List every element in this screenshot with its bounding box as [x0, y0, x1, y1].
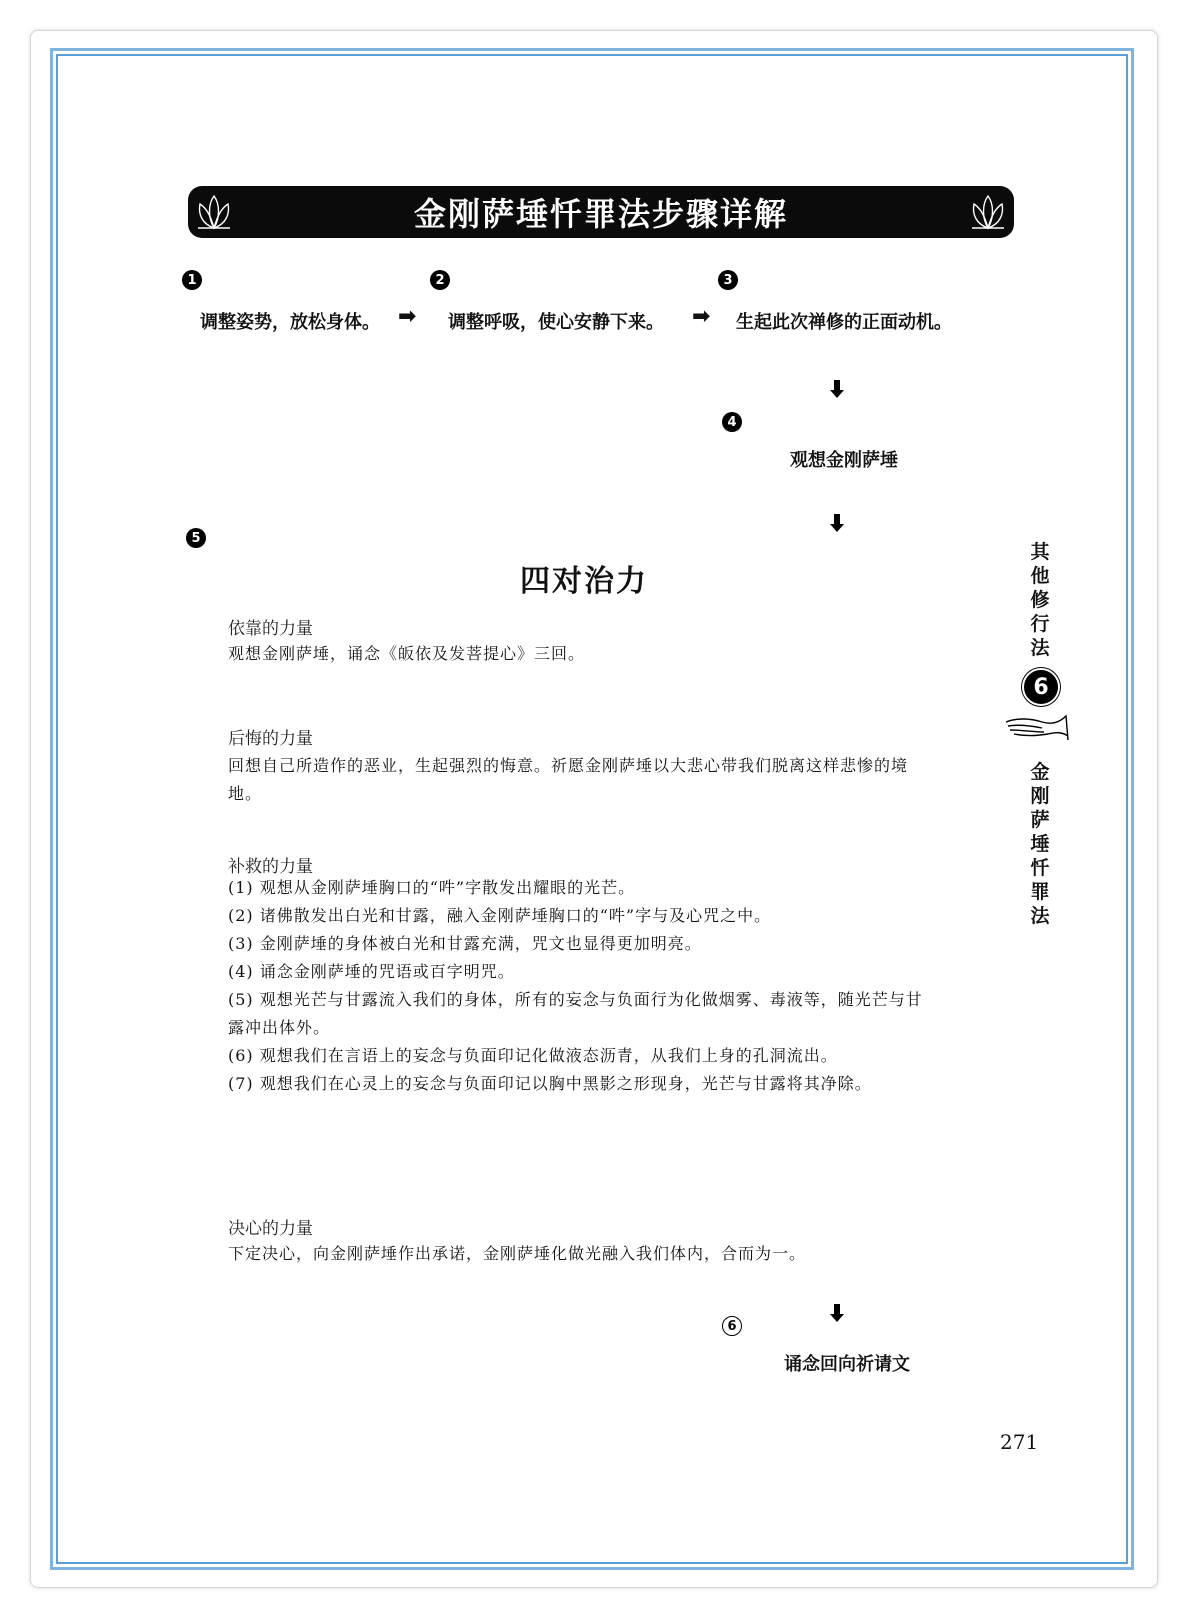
- step-2-text: 调整呼吸，使心安静下来。: [448, 312, 664, 333]
- arrow-right-icon: ➡: [398, 304, 417, 329]
- lotus-icon: [192, 190, 236, 234]
- step-4-number: 4: [722, 412, 742, 432]
- title-banner: [188, 186, 1014, 238]
- section-title: 四对治力: [520, 564, 648, 599]
- list-item: (2) 诸佛散发出白光和甘露，融入金刚萨埵胸口的“吽”字与及心咒之中。: [228, 906, 772, 925]
- step-1-number: 1: [182, 270, 202, 290]
- chapter-badge: 6: [1022, 668, 1060, 706]
- page-number: 271: [1000, 1430, 1039, 1454]
- banner-title: 金刚萨埵忏罪法步骤详解: [413, 195, 788, 233]
- step-4-text: 观想金刚萨埵: [790, 450, 898, 471]
- list-item: (5) 观想光芒与甘露流入我们的身体，所有的妄念与负面行为化做烟雾、毒液等，随光芒与甘露冲出体外。: [228, 990, 923, 1037]
- arrow-down-icon: [830, 514, 844, 532]
- reliance-text: 观想金刚萨埵，诵念《皈依及发菩提心》三回。: [228, 644, 586, 663]
- page-frame-inner: [56, 54, 1128, 1564]
- side-tab-section: 其他修行法: [1030, 541, 1050, 659]
- arrow-down-icon: [830, 1304, 844, 1322]
- step-6-text: 诵念回向祈请文: [784, 1354, 910, 1375]
- step-1-text: 调整姿势，放松身体。: [200, 312, 380, 333]
- reliance-heading: 依靠的力量: [228, 619, 313, 639]
- regret-text: 回想自己所造作的恶业，生起强烈的悔意。祈愿金刚萨埵以大悲心带我们脱离这样悲惨的境地。: [228, 756, 909, 803]
- arrow-down-icon: [830, 380, 844, 398]
- lotus-icon: [966, 190, 1010, 234]
- resolve-text: 下定决心，向金刚萨埵作出承诺，金刚萨埵化做光融入我们体内，合而为一。: [228, 1244, 807, 1263]
- remedy-heading: 补救的力量: [228, 857, 313, 877]
- regret-heading: 后悔的力量: [228, 729, 313, 749]
- list-item: (7) 观想我们在心灵上的妄念与负面印记以胸中黑影之形现身，光芒与甘露将其净除。: [228, 1074, 872, 1093]
- step-5-number: 5: [186, 528, 206, 548]
- resolve-heading: 决心的力量: [228, 1219, 313, 1239]
- list-item: (3) 金刚萨埵的身体被白光和甘露充满，咒文也显得更加明亮。: [228, 934, 702, 953]
- remedy-list: [228, 874, 928, 1098]
- list-item: (6) 观想我们在言语上的妄念与负面印记化做液态沥青，从我们上身的孔洞流出。: [228, 1046, 838, 1065]
- list-item: (4) 诵念金刚萨埵的咒语或百字明咒。: [228, 962, 515, 981]
- step-6-number: 6: [722, 1316, 742, 1336]
- hand-icon: [1002, 706, 1074, 746]
- step-3-number: 3: [718, 270, 738, 290]
- step-2-number: 2: [430, 270, 450, 290]
- step-3-text: 生起此次禅修的正面动机。: [736, 312, 952, 333]
- side-tab-chapter-title: 金刚萨埵忏罪法: [1030, 761, 1050, 927]
- list-item: (1) 观想从金刚萨埵胸口的“吽”字散发出耀眼的光芒。: [228, 878, 636, 897]
- arrow-right-icon: ➡: [692, 304, 711, 329]
